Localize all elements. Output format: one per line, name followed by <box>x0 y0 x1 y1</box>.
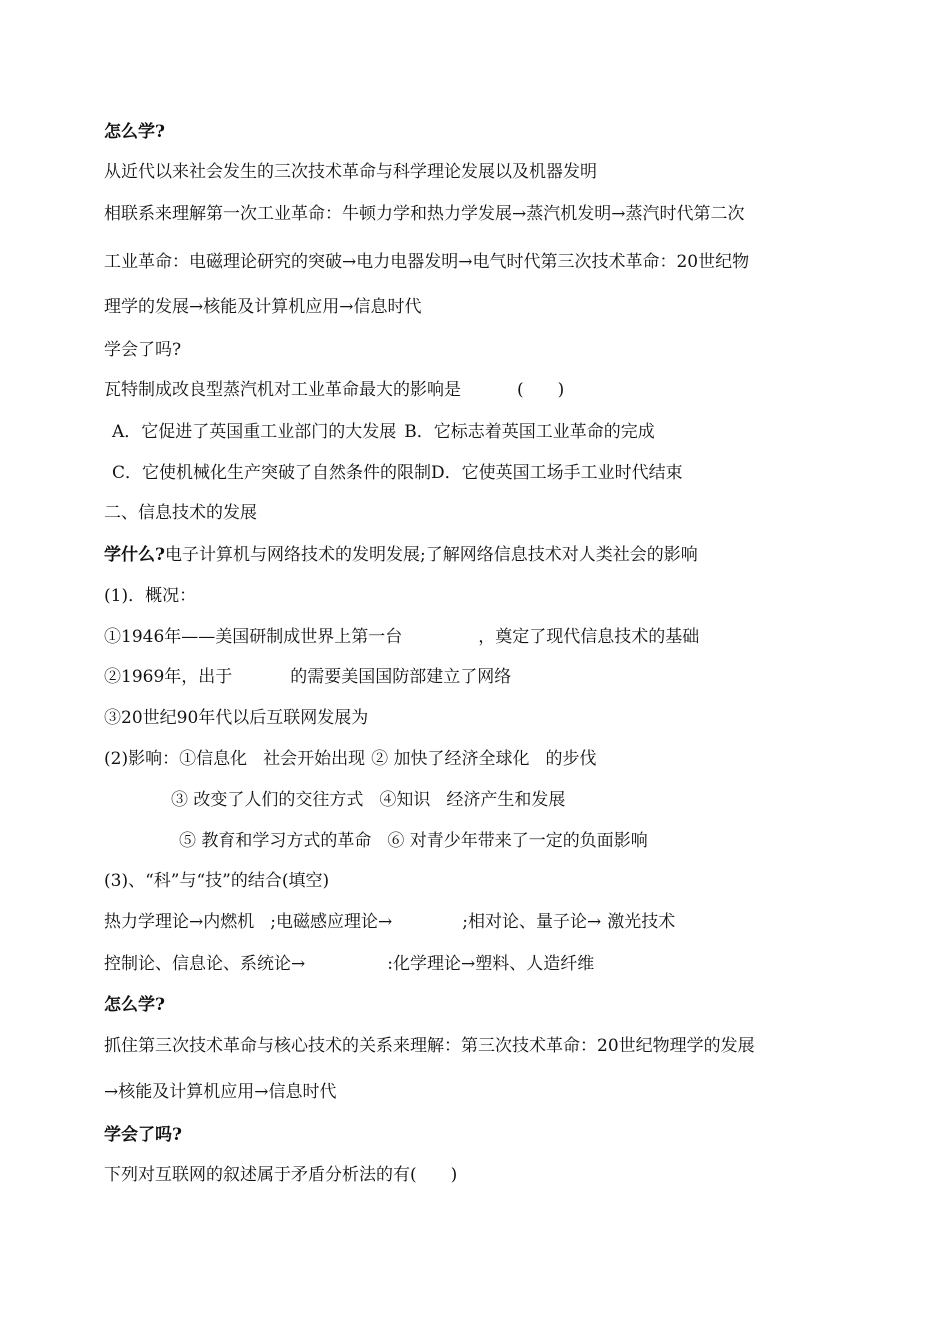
fill-1-text-c: ;相对论、量子论→ <box>462 912 602 932</box>
what-to-learn-text: 电子计算机与网络技术的发明发展;了解网络信息技术对人类社会的影响 <box>164 545 698 565</box>
overview-label: (1)．概况： <box>104 586 197 606</box>
impact-1-text-b: 社会开始出现 <box>263 749 366 769</box>
impact-2-text-a: ③ 改变了人们的交往方式 <box>171 790 364 810</box>
impact-1-text-d: 的步伐 <box>545 749 597 769</box>
impact-3-text-b: ⑥ 对青少年带来了一定的负面影响 <box>387 831 648 851</box>
overview-item-1 <box>104 626 699 648</box>
item-1-text-a: ①1946年——美国研制成世界上第一台 <box>104 627 403 647</box>
fill-line-2 <box>104 953 594 975</box>
impact-2-text-b: ④知识 <box>379 790 431 810</box>
impact-line-2 <box>171 789 565 811</box>
impact-1-text-a: (2)影响：①信息化 <box>104 749 248 769</box>
fill-1-text-a: 热力学理论→内燃机 <box>104 912 255 932</box>
option-d: D．它使英国工场手工业时代结束 <box>431 463 683 483</box>
fill-2-text-b: :化学理论→塑料、人造纤维 <box>387 954 595 974</box>
how-to-learn-heading: 怎么学? <box>104 122 165 142</box>
how-to-learn-line-3: 工业革命：电磁理论研究的突破→电力电器发明→电气时代第三次技术革命：20世纪物 <box>104 252 750 272</box>
fill-1-text-b: ;电磁感应理论→ <box>270 912 393 932</box>
how-to-learn-2-line-2: →核能及计算机应用→信息时代 <box>104 1082 337 1102</box>
option-b: B．它标志着英国工业革命的完成 <box>404 422 655 442</box>
sci-tech-heading: (3)、“科”与“技”的结合(填空) <box>104 871 330 891</box>
fill-2-text-a: 控制论、信息论、系统论→ <box>104 954 306 974</box>
options-row-2 <box>112 462 683 484</box>
how-to-learn-line-2: 相联系来理解第一次工业革命：牛顿力学和热力学发展→蒸汽机发明→蒸汽时代第二次 <box>104 204 745 224</box>
option-a: A．它促进了英国重工业部门的大发展 <box>112 422 397 442</box>
what-to-learn <box>104 544 698 566</box>
item-1-text-b: ，奠定了现代信息技术的基础 <box>478 627 700 647</box>
impact-1-text-c: ② 加快了经济全球化 <box>371 749 530 769</box>
option-c: C．它使机械化生产突破了自然条件的限制 <box>112 463 432 483</box>
item-2-text-b: 的需要美国国防部建立了网络 <box>290 667 512 687</box>
impact-line-3 <box>179 830 648 852</box>
section-title-info-tech: 二、信息技术的发展 <box>104 503 257 523</box>
what-to-learn-label: 学什么? <box>104 545 165 565</box>
how-to-learn-line-1: 从近代以来社会发生的三次技术革命与科学理论发展以及机器发明 <box>104 162 597 182</box>
fill-1-text-d: 激光技术 <box>607 912 676 932</box>
impact-2-text-c: 经济产生和发展 <box>446 790 566 810</box>
overview-item-2 <box>104 666 511 688</box>
item-2-text-a: ②1969年，出于 <box>104 667 233 687</box>
question-text: 瓦特制成改良型蒸汽机对工业革命最大的影响是 <box>104 380 461 400</box>
overview-item-3: ③20世纪90年代以后互联网发展为 <box>104 708 369 728</box>
learned-heading-2: 学会了吗? <box>104 1125 182 1145</box>
how-to-learn-2-line-1: 抓住第三次技术革命与核心技术的关系来理解：第三次技术革命：20世纪物理学的发展 <box>104 1036 755 1056</box>
learned-heading: 学会了吗? <box>104 340 182 360</box>
impact-line-1 <box>104 748 597 770</box>
fill-line-1 <box>104 911 675 933</box>
question-internet: 下列对互联网的叙述属于矛盾分析法的有( ) <box>104 1165 458 1185</box>
options-row-1 <box>112 421 655 443</box>
how-to-learn-line-4: 理学的发展→核能及计算机应用→信息时代 <box>104 297 422 317</box>
how-to-learn-heading-2: 怎么学? <box>104 995 165 1015</box>
question-watt <box>104 379 564 401</box>
answer-parentheses: ( ) <box>517 380 565 400</box>
impact-3-text-a: ⑤ 教育和学习方式的革命 <box>179 831 372 851</box>
